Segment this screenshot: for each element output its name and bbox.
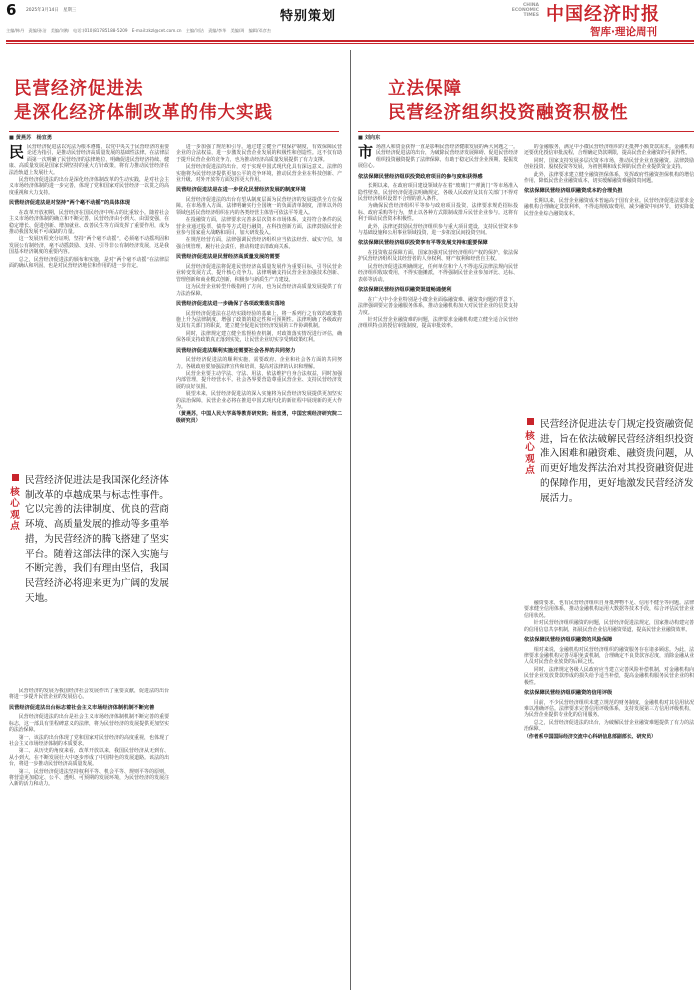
paragraph: 民营经济促进法在总结实践经验的基础上，将一系列行之有效的政策措施上升为法律制度，增强了政策的稳定性和可预期性。法律明确了各级政府及其有关部门的职责，建立健全促进民营经济发展的工作协调机制。	[176, 310, 342, 330]
right-subheading-1: 依法保障民营经济组织投资政府项目的参与度和获得感	[358, 173, 483, 180]
masthead-rule-thin	[6, 43, 694, 44]
right-subheading-6: 依法保障民营经济组织融资的信用评级	[524, 690, 613, 697]
right-column-2-lower	[524, 600, 694, 990]
paragraph: 民营企业要主动学法、守法、用法，依法维护自身合法权益，同时加强内部管理，提升经营水平。社会各界要营造尊重民营企业、支持民营经济发展的良好氛围。	[176, 370, 342, 390]
newspaper-brand: 中国经济时报	[546, 4, 660, 25]
paragraph: 在投资收益保障方面，国家加强对民营经济组织产权的保护，依法保护民营经济组织及其经营者的人身权利、财产权利和经营自主权。	[358, 250, 518, 263]
left-column-2	[176, 144, 342, 990]
paragraph: 在广大中小企业特别是小微企业面临融资难、融资贵问题的背景下，法律强调要完善金融服务体系，推动金融机构加大对民营企业的信贷支持力度。	[358, 296, 518, 316]
left-lead-paragraph	[9, 144, 169, 176]
right-column-2-upper	[524, 144, 694, 404]
column-divider	[350, 50, 351, 990]
core-marker-icon	[527, 418, 534, 425]
right-core-viewpoint	[524, 418, 694, 588]
section-title: 特别策划	[280, 9, 337, 24]
paragraph: 总之，民营经济促进法的颁布和实施，是对“两个毫不动摇”在法律层面的确认和巩固，也是对民营经济地位和作用的进一步肯定。	[9, 256, 169, 270]
paragraph: 此外，法律还鼓励民营经济组织参与重大项目建设，支持民营资本参与基础设施和公用事业领域投资，进一步拓宽民间投资空间。	[358, 223, 518, 237]
core-viewpoint-text: 民营经济促进法专门规定投资融资促进，旨在依法破解民营经济组织投资准入困难和融资难、融资贵问题，从而更好地发挥法治对其投资融资促进的保障作用，更好地激发民营经济发展活力。	[540, 419, 694, 504]
core-label-char: 观	[10, 509, 20, 521]
paragraph: 目前，不少民营经济组织未建立规范的财务制度，金融机构对其信用状况难以准确评估。法律要求完善信用评级体系，支持发展第三方信用评级机构，为民营企业提供专业化的信用服务。	[524, 699, 694, 719]
left-subheading-4: 民营经济促进法是民营经济高质量发展的需要	[176, 254, 280, 261]
paragraph: 民营经济促进法将促进民营经济高质量发展作为重要目标，引导民营企业转变发展方式，提升核心竞争力。法律明确支持民营企业加强技术创新、管理创新和商业模式创新，积极参与新质生产力建设。	[176, 263, 342, 283]
left-subheading-5: 民营经济促进法进一步确保了各项政策落实落地	[176, 300, 285, 307]
right-byline	[358, 131, 694, 141]
english-logo: CHINA ECONOMIC TIMES	[511, 3, 539, 18]
core-label-char: 点	[525, 465, 535, 476]
paragraph: 第二，从历史的角度来看，改革开放以来，我国民营经济从无到有、从小到大，在不断发展壮大中逐步形成了中国特色的发展道路。该法的出台，将进一步推动民营经济高质量发展。	[9, 748, 169, 768]
paragraph: 的金融服务，满足中小微民营经济组织的无抵押小额贷款需求。金融机构还要优化授信审批流程，合理确定贷款期限，提高民营企业融资的可获得性。	[524, 144, 694, 157]
left-subheading-3: 民营经济促进法是在进一步优化民营经济发展的制度环境	[176, 187, 306, 194]
paragraph: 民营经济促进法的出台，对于实现中国式现代化具有深远意义。法律的实施将为民营经济提供更加公平的竞争环境，推动民营企业在科技创新、产业升级、对外开放等方面发挥更大作用。	[176, 164, 342, 184]
editors-line: 主编/韩丹 责编/孙洁 美编/刘梅 电话:(010)81785188-5209 E-mail:zkzl@cet.com.cn 主编/刘洁 责编/李华 美编/周 编辑/邓彦杰	[6, 28, 271, 33]
paragraph: 进一步加强了规范和引导。通过建立健全产权保护制度，有效保障民营企业的合法权益，进一步激发民营企业发展的积极性和创造性。这不仅有助于提升民营企业的竞争力，也为推动经济高质量发展提供了有力支撑。	[176, 144, 342, 163]
left-column-1-lower	[9, 688, 169, 988]
paragraph: 民营经济促进法的出台有望从制度层面为民营经济的发展提供全方位保障。在市场准入方面，法律明确实行全国统一的负面清单制度，清单以外的领域包括民营经济组织在内的各类经营主体皆可依法平等进入。	[176, 197, 342, 216]
core-label-char: 心	[525, 442, 535, 453]
left-subheading-1: 民营经济促进法是对坚持“两个毫不动摇”的具体体现	[9, 200, 130, 207]
paragraph: 同时，法律规定建立健全监督检查机制，对政策落实情况进行评估，确保各项支持政策真正落到实处，让民营企业切实享受到政策红利。	[176, 330, 342, 344]
paragraph: 针对民营经济组织融资的问题，民营经济促进法规定，国家推动构建完善的信用信息共享机制，拓展民营企业信用融资渠道，提高民营企业融资效率。	[524, 620, 694, 633]
paragraph: 同时，法律规定各级人民政府应当建立完善风险补偿机制，对金融机构向民营企业发放贷款形成的损失给予适当补偿，提高金融机构服务民营企业的积极性。	[524, 666, 694, 686]
paragraph: 民营经济促进法的顺利实施，需要政府、企业和社会各方面的共同努力。各级政府要加强法律宣传和培训，提高对法律的认识和理解。	[176, 357, 342, 370]
right-author-note: （作者系中国国际经济交流中心科研信息部副部长、研究员）	[524, 733, 657, 740]
left-headline	[14, 77, 344, 125]
right-lead-text: 场准入和资金获得一直是影响民营经济健康发展的两大问题之一。民营经济促进法的出台，为破除民营经济发展障碍、促进民营经济组织投资融资提供了法律保障，有助于稳定民营企业预期，提振发展信心。	[358, 144, 518, 170]
left-author-note: （黄燕苏，中国人民大学高等教育研究院；杨宜勇，中国宏观经济研究院二级研究员）	[176, 411, 342, 424]
paragraph: 第一，该法的出台体现了党和国家对民营经济的高度重视，也体现了社会主义市场经济体制的本质要求。	[9, 734, 169, 748]
paragraph: 在改革开放初期，民营经济在国民经济中所占的比重较小。随着社会主义市场经济体制的确立和不断完善，民营经济由小到大、由弱变强，在稳定增长、促进创新、增加就业、改善民生等方面发挥了重要作用，成为推动我国发展不可或缺的力量。	[9, 209, 169, 236]
paragraph: 在投融资方面，法律要求完善多层次资本市场体系，支持符合条件的民营企业通过股票、债券等方式进行融资。在科技创新方面，法律鼓励民营企业参与国家重大战略和项目，加大研发投入。	[176, 217, 342, 237]
left-lead-text: 民营经济促进法以宪法为根本遵循，以党中央关于民营经济的重要论述为指引，是推动民营经济高质量发展的基础性法律。在法律层面第一次明确了民营经济的法律地位，明确促进民营经济持续、健康、高质量发展是国家长期坚持的重大方针政策，将有力推动民营经济在法治轨道上发展壮大。	[9, 144, 169, 176]
supplement-title: 智库·理论周刊	[590, 26, 657, 38]
paragraph: 民营经济促进法明确规定，任何单位和个人不得违反法律法规向民营经济组织收取费用，不得实施摊派，不得强制民营企业参加评比、达标、表彰等活动。	[358, 263, 518, 283]
page-number: 6	[6, 1, 17, 19]
core-viewpoint-label	[524, 418, 536, 477]
right-subheading-4: 依法保障民营经济组织融资成本的合理负担	[524, 188, 623, 195]
paragraph: 针对民营企业融资难的问题，法律要求金融机构建立健全适合民营经济组织特点的授信审批制度，提高审批效率。	[358, 316, 518, 330]
left-subheading-2: 民营经济促进法出台标志着社会主义市场经济体制机制不断完善	[9, 704, 155, 711]
paragraph: 融资要求，也有民营经济组织自身抵押物不足、信用不健全等问题。法律要求健全信用体系，推动金融机构运用大数据等技术手段，综合评估民营企业信用状况。	[524, 600, 694, 619]
core-label-char: 观	[525, 453, 535, 465]
left-column-1-upper	[9, 144, 169, 462]
right-subheading-5: 依法保障民营经济组织融资的风险保障	[524, 637, 613, 644]
drop-cap: 民	[9, 144, 25, 161]
right-subheading-2: 依法保障民营经济组织投资享有平等发展支持和重要保障	[358, 240, 488, 247]
paragraph: 这一发展历程充分证明，坚持“两个毫不动摇”，必须毫不动摇巩固和发展公有制经济，毫不动摇鼓励、支持、引导非公有制经济发展，这是我国基本经济制度的重要内容。	[9, 236, 169, 256]
paragraph: 民营经济的发展为我国经济社会发展作出了重要贡献，促进法的出台将进一步提升民营企业的发展信心。	[9, 688, 169, 701]
paragraph: 民营经济促进法的出台是深化经济体制改革的生动实践，是对社会主义市场经济体制的进一步完善，体现了党和国家对民营经济一以贯之的高度重视和大力支持。	[9, 177, 169, 196]
right-column-1	[358, 144, 518, 990]
right-subheading-3: 依法保障民营经济组织融资渠道畅通便利	[358, 287, 452, 294]
right-lead-paragraph	[358, 144, 518, 170]
core-viewpoint-label	[9, 474, 21, 533]
core-label-char: 心	[10, 498, 20, 509]
paragraph: 第三，民营经济促进法坚持权利平等、机会平等、规则平等的原则，将营造更加稳定、公平、透明、可预期的发展环境，为民营经济的发展注入新的活力和动力。	[9, 768, 169, 788]
left-core-viewpoint	[9, 474, 169, 684]
left-subheading-6: 民营经济促进法顺利实施还需要社会各界的共同努力	[176, 347, 296, 354]
paragraph: 为确保民营经济组织平等参与政府项目投资，法律要求规范招标投标、政府采购等行为，禁止以各种方式限制或排斥民营企业参与。这将有利于调动民营资本积极性。	[358, 203, 518, 223]
core-label-char: 核	[10, 486, 20, 498]
paragraph: 总之，民营经济促进法的出台，为破解民营企业融资难题提供了有力的法治保障。	[524, 719, 694, 733]
right-headline-line2: 民营经济组织投资融资积极性	[388, 103, 629, 123]
right-byline-text: ■ 刘向东	[358, 135, 381, 141]
right-headline	[388, 77, 693, 125]
drop-cap: 市	[358, 144, 374, 161]
paragraph: 长期以来，在政府项目建设领域存在着“玻璃门”“弹簧门”等市场准入隐性壁垒。民营经济促进法明确规定，各级人民政府及其有关部门不得对民营经济组织设置不合理的准入条件。	[358, 183, 518, 203]
left-headline-line2: 是深化经济体制改革的伟大实践	[14, 103, 273, 123]
core-marker-icon	[12, 474, 19, 481]
left-byline	[9, 131, 339, 141]
right-headline-line1: 立法保障	[388, 79, 462, 99]
paragraph: 长期以来，民营企业融资成本普遍高于国有企业。民营经济促进法要求金融机构合理确定贷款利率，不得违规收取费用，减少融资中间环节，切实降低民营企业综合融资成本。	[524, 198, 694, 217]
paragraph: 相对来说，金融机构对民营经济组织的融资服务存在诸多顾虑。为此，法律要求金融机构完善尽职免责机制，合理确定不良贷款容忍度，消除金融从业人员对民营企业放贷的后顾之忧。	[524, 646, 694, 666]
core-viewpoint-text: 民营经济促进法是我国深化经济体制改革的卓越成果与标志性事件。它以完善的法律制度、优良的营商环境、高质量发展的推动等多重举措，为民营经济的腾飞搭建了坚实平台。随着这部法律的深入实施与不断完善，我们有理由坚信，我国民营经济必将迎来更为广阔的发展天地。	[25, 475, 169, 604]
paragraph: 此外，法律要求建立健全融资担保体系，发挥政府性融资担保机构的增信作用，降低民营企业融资成本，切实缓解融资难融资贵问题。	[524, 171, 694, 185]
paragraph: 展望未来，民营经济促进法的深入实施将为民营经济发展提供更加坚实的法治保障，民营企业必将在推进中国式现代化的新征程中展现新的更大作为。	[176, 391, 342, 410]
paragraph: 同时，国家支持发展多层次资本市场，推动民营企业直接融资。法律鼓励创业投资、股权投资等发展，为初创期和成长期的民营企业提供资金支持。	[524, 157, 694, 171]
issue-date: 2025年3月14日 星期三	[26, 8, 77, 13]
paragraph: 民营经济促进法的出台是社会主义市场经济体制机制不断完善的重要标志，这一部具有里程碑意义的法律，将为民营经济的发展提供更加坚实的法治保障。	[9, 714, 169, 734]
masthead-rule	[6, 40, 694, 42]
core-label-char: 核	[525, 430, 535, 442]
core-label-char: 点	[10, 521, 20, 532]
left-byline-text: ■ 黄燕苏 杨宜勇	[9, 135, 53, 141]
left-headline-line1: 民营经济促进法	[14, 79, 144, 99]
paragraph: 在规范经营方面，法律强调民营经济组织应当依法经营、诚实守信，加强合规管理，履行社会责任，推动构建亲清政商关系。	[176, 237, 342, 250]
paragraph: 这为民营企业转型升级指明了方向，也为民营经济高质量发展提供了有力法治保障。	[176, 284, 342, 297]
